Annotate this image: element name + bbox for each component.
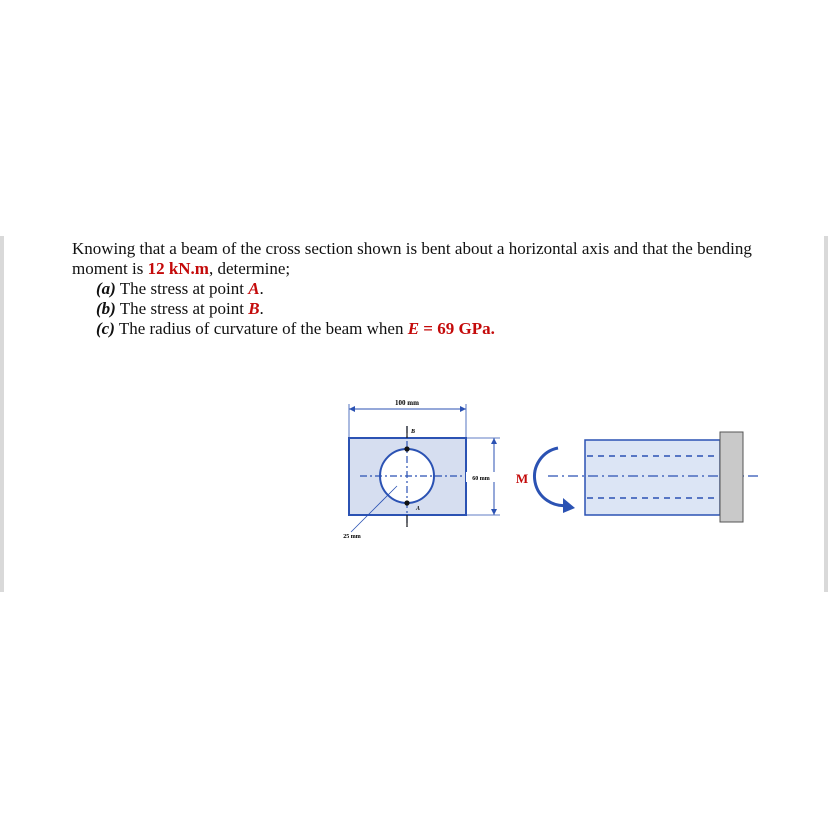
part-b-text: The stress at point <box>115 299 249 318</box>
part-b-end: . <box>259 299 264 318</box>
part-c-label: (c) <box>96 319 115 338</box>
moment-symbol: M <box>515 471 529 486</box>
width-arrow-left <box>349 406 355 412</box>
part-a-label: (a) <box>96 279 116 298</box>
part-c-modulus-symbol: E <box>407 319 420 338</box>
intro-text: Knowing that a beam of the cross section shown is bent about a horizontal axis and that the bending moment is <box>72 239 752 278</box>
part-c-modulus-value: = 69 GPa <box>419 319 491 338</box>
part-c-end: . <box>490 319 495 338</box>
part-a-text: The stress at point <box>115 279 249 298</box>
height-arrow-bottom <box>491 509 497 515</box>
hole-label: 25 mm <box>343 534 361 540</box>
point-b-label: B <box>411 429 416 435</box>
height-label: 60 mm <box>472 476 490 482</box>
height-arrow-top <box>491 438 497 444</box>
intro-end: , determine; <box>208 259 291 278</box>
moment-arrowhead <box>563 498 575 513</box>
width-label: 100 mm <box>395 399 419 407</box>
moment-arc <box>535 448 569 506</box>
fixed-support <box>720 432 743 522</box>
part-c-text: The radius of curvature of the beam when <box>114 319 408 338</box>
part-b-point: B <box>248 299 260 318</box>
point-a-label: A <box>416 506 421 512</box>
beam-body <box>585 440 720 515</box>
part-b-label: (b) <box>96 299 116 318</box>
moment-value: 12 kN.m <box>147 259 209 278</box>
point-a-marker <box>404 500 409 505</box>
part-a-point: A <box>248 279 260 298</box>
part-a-end: . <box>259 279 264 298</box>
point-b-marker <box>404 446 409 451</box>
width-arrow-right <box>460 406 466 412</box>
